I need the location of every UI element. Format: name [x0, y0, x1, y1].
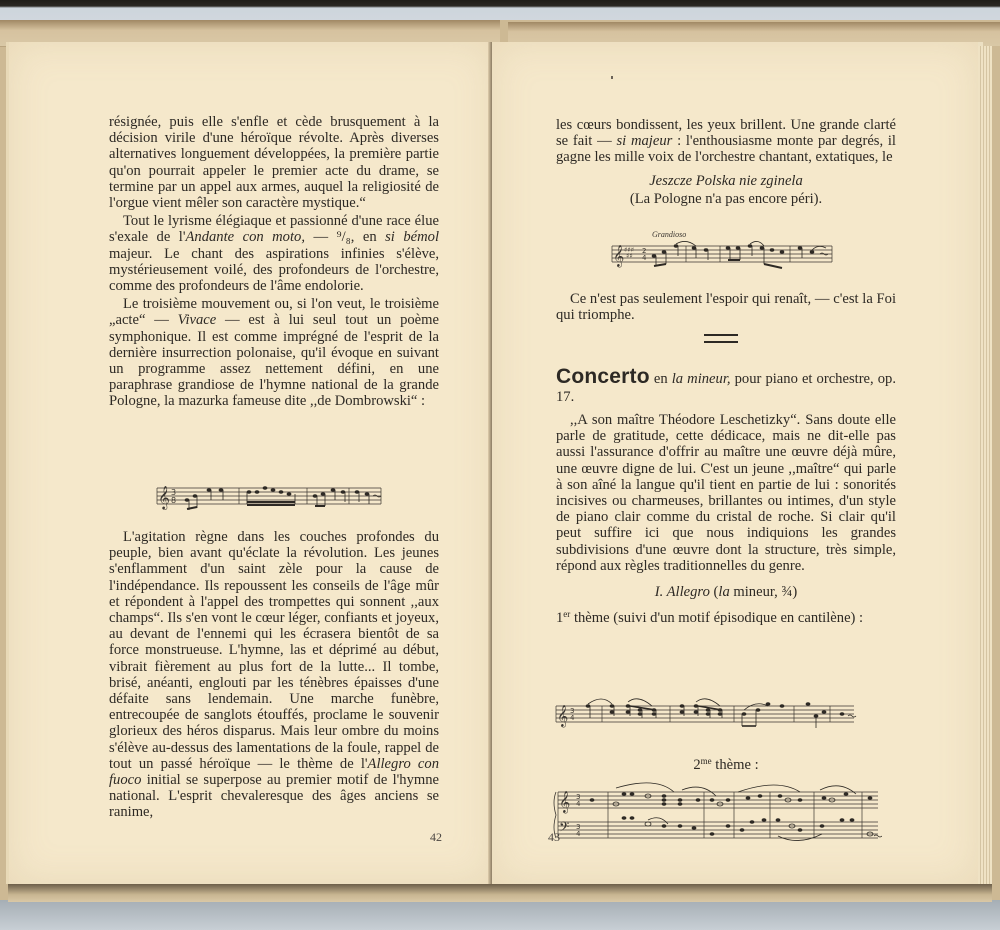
- text-span: pour piano et orchestre, op. 17.: [556, 371, 896, 405]
- svg-text:♯♯♯: ♯♯♯: [624, 246, 635, 254]
- svg-text:4: 4: [576, 800, 581, 808]
- svg-text:♯♯: ♯♯: [626, 252, 633, 260]
- svg-text:4: 4: [570, 714, 575, 722]
- text-span: 2: [693, 757, 701, 773]
- text-span: Le troisième mouvement ou, si l'on veut, le troisième „acte“ —: [109, 296, 439, 329]
- text-span: initial se superpose au premier motif de l'hymne national. L'esprit chevaleresque des âges anciens se ranime,: [109, 772, 439, 821]
- svg-text:2: 2: [642, 247, 647, 255]
- theme-2-block: [556, 753, 896, 773]
- italic-span: Andante con moto,: [185, 229, 305, 246]
- text-span: Tout le lyrisme élégiaque et passionné d'une race élue s'exale de l': [109, 213, 439, 246]
- music-staff-dombrowski: [153, 478, 385, 514]
- italic-span: la: [718, 584, 730, 601]
- theme-1-label: [556, 606, 896, 626]
- sheet-music-icon: [153, 478, 385, 514]
- italic-span: Vivace: [177, 312, 217, 329]
- italic-span: la mineur,: [671, 371, 731, 387]
- svg-text:4: 4: [642, 254, 647, 262]
- text-span: — ⁹/₈, en: [304, 229, 386, 246]
- cover-edge-bottom: [8, 884, 992, 902]
- superscript: er: [563, 609, 571, 620]
- right-text-concerto: [556, 365, 896, 627]
- page-stack-edge: [978, 46, 992, 884]
- text-span: mineur, ¾): [729, 584, 798, 601]
- music-grand-staff-theme-2: [552, 778, 882, 848]
- italic-span: si bémol: [385, 229, 439, 246]
- superscript: me: [700, 756, 712, 766]
- sheet-music-icon: [552, 778, 882, 848]
- svg-text:3: 3: [576, 823, 581, 831]
- text-span: 1: [556, 610, 564, 627]
- left-page: [6, 42, 493, 884]
- left-text-upper: [109, 114, 439, 410]
- italic-span: si majeur: [616, 133, 673, 150]
- paragraph: résignée, puis elle s'enfle et cède brusquement à la décision virile d'une héroïque révolte. Après diverses alternatives longuement développées, la première partie qu'on pourrait appeler le premier acte du drame, se termine par un appel aux armes, auquel la religiosité de l'orgue vient mêler son caractère mystique.“: [109, 114, 439, 212]
- text-span: — est à lui seul tout un poème symphonique. Il est comme imprégné de l'esprit de la dernière insurrection polonaise, qu'il évoque en suivant un programme assez nettement défini, en une paraphrase grandiose de l'hymne national de la grande Pologne, la mazurka fameuse dite ,,de Dombrowski“ :: [109, 312, 439, 410]
- text-span: thème :: [711, 757, 759, 773]
- paragraph: ,,A son maître Théodore Leschetizky“. Sans doute elle parle de gratitude, cette dédicace, mais ne dit-elle pas aussi l'assurance d'offrir au maître une œuvre déjà mûre, une œuvre digne de lui. C'est un jeune ,,maître“ qui parle à son aîné la langue qu'il tient en partie de lui : sonorités incisives ou charmeuses, brillantes ou intimes, d'un style de piano clair comme du cristal de roche. Si clair qu'il peut suffire ici que nous indiquions les grandes subdivisions d'une œuvre dont la structure, très simple, répond aux règles traditionnelles du genre.: [556, 412, 896, 574]
- text-span: thème (suivi d'un motif épisodique en cantilène) :: [570, 610, 864, 627]
- svg-text:3: 3: [570, 707, 575, 715]
- right-text-upper: [556, 117, 896, 207]
- text-span: L'agitation règne dans les couches profondes du peuple, bien avant qu'éclate la révolution. Les jeunes s'enflamment d'un saint zèle pour la cause de l'indépendance. Ils repoussent les conseils de l'âge mûr et répondent à l'appel des trompettes qui sonnent ,,aux champs“. Ils s'en vont le cœur léger, confiants et joyeux, au devant de l'ennemi qui les écrasera bientôt de sa force monstrueuse. L'hymne, las et déprimé au début, vibrait fièrement au plus fort de la lutte... Il tombe, brisé, anéanti, englouti par les ténèbres épaisses d'une défaite sans lendemain. Une marche funèbre, entrecoupée de sanglots étouffés, proclame le souvenir glorieux des héros disparus. Mais leur ombre du moins s'élève au-dessus des lamentations de la foule, rappel de tout un passé héroïque — le thème de l': [109, 529, 439, 772]
- text-span: : l'enthousiasme monte par degrés, il gagne les mille voix de l'orchestre chantant, extatiques, le: [556, 133, 896, 166]
- right-text-faith: [556, 291, 896, 323]
- music-staff-theme-1-svg: [554, 692, 884, 732]
- right-page: [492, 42, 983, 884]
- page-number-left: 42: [430, 830, 442, 844]
- text-span: en: [649, 371, 672, 387]
- svg-text:𝄞: 𝄞: [559, 791, 571, 813]
- paragraph: [556, 117, 896, 166]
- section-divider: [704, 334, 738, 343]
- text-span: les cœurs bondissent, les yeux brillent. Une grande clarté se fait —: [556, 117, 896, 150]
- sheet-music-icon: [554, 692, 884, 732]
- paper-speck: [611, 76, 613, 79]
- left-text-lower: [109, 529, 439, 821]
- heading-concerto: Concerto: [556, 365, 650, 388]
- movement-title: [556, 584, 896, 600]
- svg-text:𝄞: 𝄞: [613, 245, 625, 267]
- text-span: majeur. Le chant des aspirations infinies s'élève, mystérieusement voilé, des profondeurs de l'orchestre, comme des profondeurs de l'âme endolorie.: [109, 245, 439, 295]
- anthem-title: Jeszcze Polska nie zginela: [649, 172, 803, 189]
- paragraph: [109, 213, 439, 294]
- anthem-translation: (La Pologne n'a pas encore péri).: [629, 190, 823, 207]
- tempo-marking: Grandioso: [652, 230, 687, 239]
- svg-text:8: 8: [171, 496, 177, 505]
- paragraph: [109, 529, 439, 821]
- text-span: (: [709, 584, 719, 601]
- theme-2-label: [556, 753, 896, 773]
- music-staff-anthem: [610, 238, 834, 272]
- svg-text:4: 4: [576, 830, 581, 838]
- svg-text:𝄞: 𝄞: [557, 705, 569, 727]
- paragraph: [109, 296, 439, 409]
- section-heading: [556, 365, 896, 406]
- sheet-music-icon: [610, 238, 834, 272]
- page-number-right: 43: [548, 830, 560, 844]
- italic-span: Allegro con fuoco: [109, 755, 439, 789]
- italic-span: I. Allegro: [654, 584, 710, 601]
- svg-text:3: 3: [171, 488, 177, 497]
- svg-text:𝄞: 𝄞: [158, 485, 170, 509]
- svg-text:3: 3: [576, 793, 581, 801]
- svg-text:𝄢: 𝄢: [559, 819, 570, 838]
- paragraph: Ce n'est pas seulement l'espoir qui renaît, — c'est la Foi qui triomphe.: [556, 291, 896, 324]
